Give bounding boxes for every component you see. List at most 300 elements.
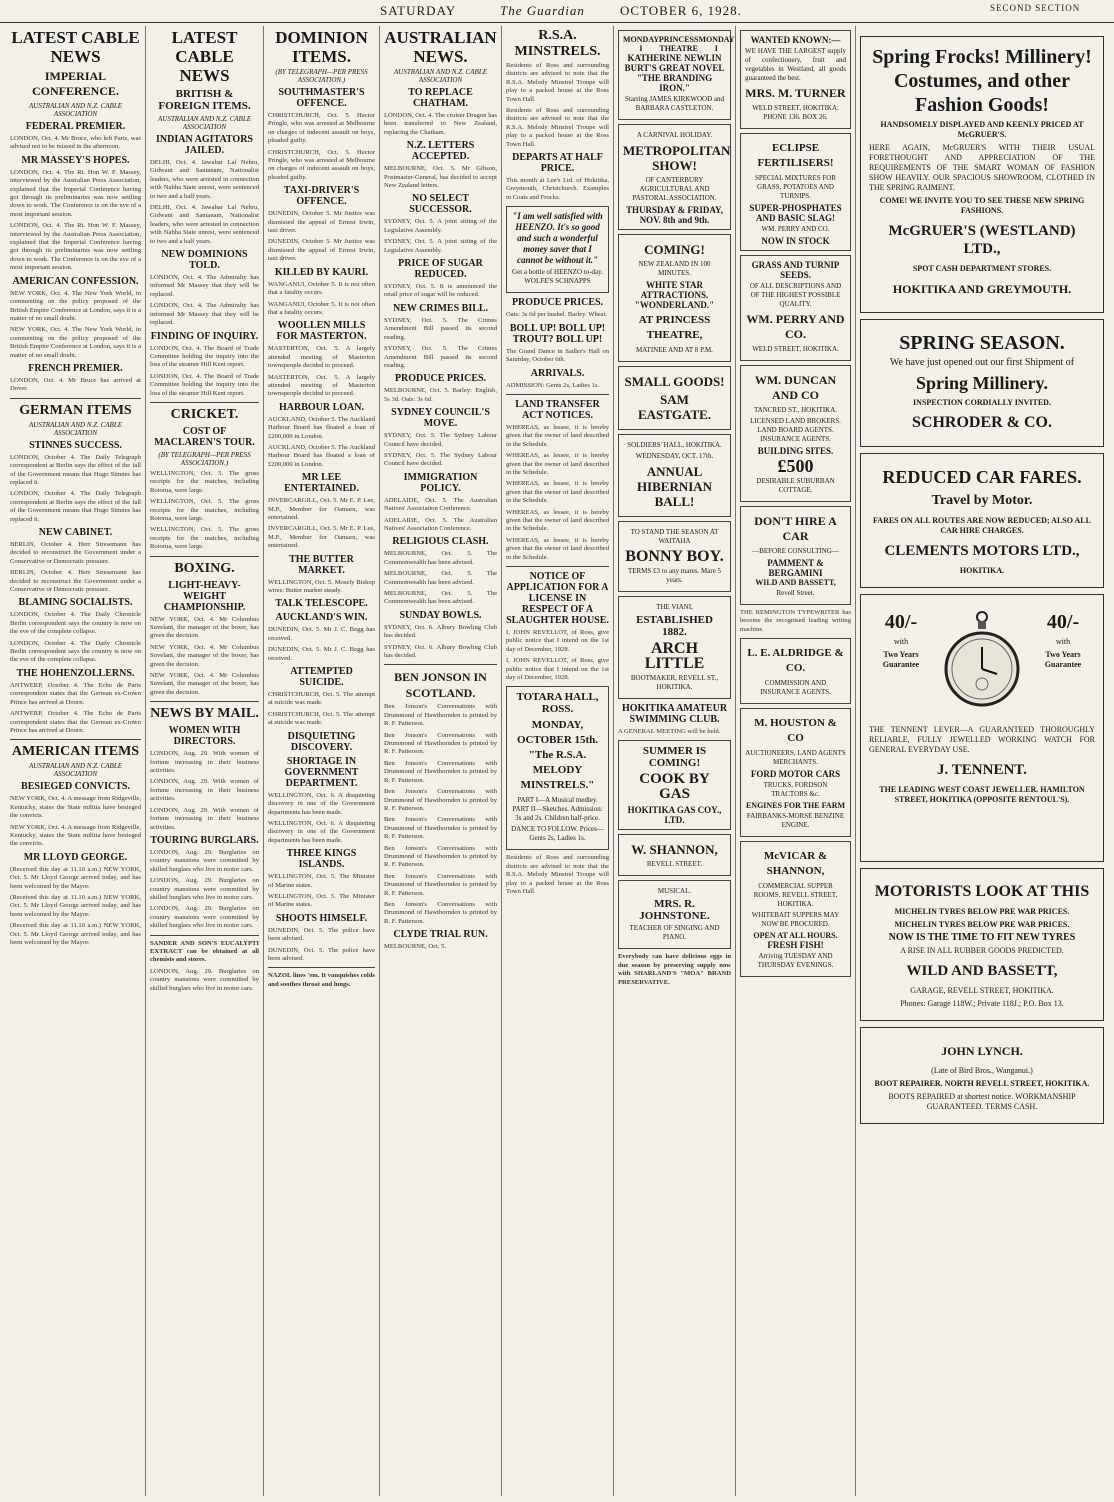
- theatre-day-left: MONDAY I: [623, 35, 660, 53]
- article-body: AUCKLAND, October 5. The Auckland Harbour Board has floated a loan of £200,000 in London.: [268, 443, 375, 468]
- mcgruer-sub: SPOT CASH DEPARTMENT STORES.: [912, 264, 1052, 273]
- with-right: with: [1055, 637, 1071, 646]
- article-body: WHEREAS, as lessee, it is hereby given that the owner of land described in the Schedule.: [506, 536, 609, 561]
- eclipse-sub: SPECIAL MIXTURES FOR GRASS, POTATOES AND TURNIPS.: [754, 174, 837, 200]
- whitebait-suppers: WHITEBAIT SUPPERS MAY NOW BE PROCURED.: [751, 911, 840, 929]
- shannon-advertisement: [618, 834, 731, 876]
- article-heading: SYDNEY COUNCIL'S MOVE.: [391, 407, 490, 430]
- heenzo-quote: "I am well satisfied with HEENZO. It's so good and such a wonderful money saver that I cannot be without it.": [512, 211, 603, 266]
- article-body: NEW YORK, Oct. 4. A message from Ridgeville, Kentucky, states the State militia have besieged the convicts.: [10, 795, 141, 820]
- schroder-advertisement: [860, 319, 1104, 447]
- article-heading: COST OF MACLAREN'S TOUR.: [154, 425, 255, 448]
- article-body: SYDNEY, Oct. 6. Albury Bowling Club has decided.: [384, 643, 497, 660]
- article-body: LONDON, Oct. 4. The Admiralty has informed Mr Massey that they will be replaced.: [150, 274, 259, 298]
- column-title: LATEST CABLE NEWS: [11, 28, 140, 66]
- article-body: Residents of Ross and surrounding districts are advised to note that the R.S.A. Melody Minstrel Troupe will play to a packed house at the Ross Town Hall.: [506, 107, 609, 148]
- heenzo-footer: Get a bottle of HEENZO to-day. WOLFE'S SCHNAPPS: [512, 268, 603, 286]
- credit: (BY TELEGRAPH—PER PRESS ASSOCIATION.): [158, 450, 251, 467]
- metro-dates: THURSDAY & FRIDAY, NOV. 8th and 9th.: [626, 205, 723, 225]
- article-body: ADELAIDE, Oct. 5. The Australian Natives' Association Conference.: [384, 496, 497, 513]
- grass-sub: OF ALL DESCRIPTIONS AND OF THE HIGHEST POSSIBLE QUALITY.: [749, 282, 842, 308]
- article-body: LONDON, Aug. 29. Burglaries on country mansions were committed by skilled burglars who live in motor cars.: [150, 967, 259, 992]
- wb-sub: GARAGE, REVELL STREET, HOKITIKA.: [910, 986, 1054, 995]
- column-british-foreign: [146, 26, 264, 1496]
- article-body: DELHI, Oct. 4. Jawahar Lal Nehru, Gidwani and Santanam, Nationalist leaders, who were arrested in connection with Nabha State unrest, were sentenced to two and a half years.: [150, 204, 259, 245]
- aldridge-sub: COMMISSION AND INSURANCE AGENTS.: [760, 679, 831, 697]
- article-body: (Received this day at 11.10 a.m.) NEW YORK, Oct. 5. Mr Lloyd George arrived today, and has been welcomed by the Mayor.: [10, 922, 141, 946]
- tennent-advertisement: [860, 594, 1104, 862]
- article-body: WELLINGTON, Oct. 5. The gross receipts for the matches, including Rotorua, were large.: [150, 526, 259, 551]
- masthead-day: SATURDAY: [380, 3, 457, 18]
- article-heading: LAND TRANSFER ACT NOTICES.: [515, 398, 600, 421]
- wild-bassett-advertisement: [860, 868, 1104, 1021]
- open-hours: OPEN AT ALL HOURS.: [753, 931, 838, 941]
- frocks-text: HERE AGAIN, McGRUER'S WITH THEIR USUAL FORETHOUGHT AND APPRECIATION OF THE REQUIREMENTS OF THE SMART WOMAN OF FASHION SHOW HEAVILY. OUR SPACIOUS SHOWROOM, CLOTHED IN THE SPRING RAIMENT.: [869, 143, 1095, 192]
- article-body: DUNEDIN, October 5. Mr Justice was dismissed the appeal of Ernest Irwin, taxi driver.: [268, 210, 375, 235]
- frocks-sub: HANDSOMELY DISPLAYED AND KEENLY PRICED AT McGRUER'S.: [880, 120, 1084, 139]
- article-body: Ben Jonson's Conversations with Drummond of Hawthornden is printed by R. F. Patterson.: [384, 759, 497, 784]
- mcvicar-advertisement: [740, 841, 851, 977]
- article-body: ANTWERP, October 4. The Echo de Paris correspondent states that the German ex-Crown Prince has arrived at Doorn.: [10, 710, 141, 734]
- tennent-name: J. TENNENT.: [937, 762, 1027, 778]
- princess-theatre-advertisement: [618, 30, 735, 120]
- article-body: WELLINGTON, Oct. 5. The Minister of Marine states.: [268, 892, 375, 909]
- coming-title: COMING!: [644, 242, 705, 257]
- article-body: I, JOHN REVELLOT, of Ross, give public notice that I intend on the 1st day of December, 1928.: [506, 657, 609, 682]
- ball-date: WEDNESDAY, OCT. 17th.: [635, 452, 714, 460]
- schroder-name: SCHRODER & CO.: [911, 414, 1052, 431]
- article-body: NEW YORK, Oct. 4. Mr Columbus Suvelant, the manager of the boxer, has given the decision.: [150, 643, 259, 668]
- article-body: LONDON, October 4. The Daily Chronicle Berlin correspondent says the country is now on the eve of the complete collapse.: [10, 611, 141, 636]
- column-entertainment-ads: [614, 26, 736, 1496]
- article-heading: KILLED BY KAURI.: [274, 266, 369, 278]
- with-left: with: [893, 637, 909, 646]
- swimming-club-body: A GENERAL MEETING will be held.: [618, 728, 721, 735]
- houston-title: M. HOUSTON & CO: [754, 717, 837, 745]
- lynch-name: JOHN LYNCH.: [941, 1044, 1023, 1058]
- article-body: CHRISTCHURCH, Oct. 5. The attempt at suicide was made.: [268, 691, 375, 707]
- column-local-ads: [736, 26, 856, 1496]
- article-body: CHRISTCHURCH, Oct. 5. The attempt at suicide was made.: [268, 710, 375, 727]
- ball-title: ANNUAL HIBERNIAN BALL!: [636, 464, 713, 509]
- article-body: ADELAIDE, Oct. 5. The Australian Natives' Association Conference.: [384, 516, 497, 532]
- boots-text: BOOTS REPAIRED at shortest notice. WORKMANSHIP GUARANTEED. TERMS CASH.: [888, 1092, 1076, 1111]
- perry-advertisement: [740, 255, 851, 361]
- eclipse-title: ECLIPSE FERTILISERS!: [757, 142, 834, 169]
- clements-name: CLEMENTS MOTORS LTD.,: [884, 543, 1080, 559]
- article-body: SYDNEY, Oct. 5. The Crimes Amendment Bill passed its second reading.: [384, 345, 497, 369]
- price-left: 40/-: [884, 611, 918, 633]
- article-body: SYDNEY, Oct. 5. It is announced the retail price of sugar will be reduced.: [384, 283, 497, 299]
- wonderland: WHITE STAR ATTRACTIONS. "WONDERLAND.": [634, 280, 715, 310]
- article-heading: WOMEN WITH DIRECTORS.: [168, 725, 241, 748]
- holiday-heading: A CARNIVAL HOLIDAY.: [636, 131, 713, 139]
- article-body: I, JOHN REVELLOT, of Ross, give public notice that I intend on the 1st day of December, 1928.: [506, 629, 609, 653]
- article-body: NEW YORK, Oct. 4. Mr Columbus Suvelant, the manager of the boxer, has given the decision.: [150, 615, 259, 640]
- article-body: WELLINGTON, Oct. 5. The gross receipts for the matches, including Rotorua, were large.: [150, 469, 259, 494]
- column-cable-news: [6, 26, 146, 1496]
- princess-time: MATINEE AND AT 8 P.M.: [636, 346, 713, 354]
- article-heading: FEDERAL PREMIER.: [25, 121, 126, 132]
- article-body: MELBOURNE, Oct. 5. The Commonwealth has been advised.: [384, 590, 497, 606]
- johnstone-sub: TEACHER OF SINGING AND PIANO.: [629, 924, 720, 942]
- princess-theatre: AT PRINCESS THEATRE,: [638, 314, 711, 341]
- clements-advertisement: [860, 453, 1104, 588]
- arch-little-title: ARCH LITTLE: [644, 640, 705, 672]
- article-body: NEW YORK, Oct. 4. A message from Ridgeville, Kentucky, states the State militia have besieged the convicts.: [10, 823, 141, 848]
- houston-advertisement: [740, 708, 851, 837]
- article-body: Ben Jonson's Conversations with Drummond of Hawthornden is printed by R. F. Patterson.: [384, 703, 497, 728]
- article-heading: SUNDAY BOWLS.: [399, 609, 482, 621]
- article-heading: TOURING BURGLARS.: [150, 834, 259, 846]
- column-title: R.S.A. MINSTRELS.: [514, 28, 601, 59]
- article-body: Ben Jonson's Conversations with Drummond of Hawthornden is printed by R. F. Patterson.: [384, 816, 497, 841]
- michelin-line-2: MICHELIN TYRES BELOW PRE WAR PRICES.: [894, 920, 1070, 929]
- watch-text: THE TENNENT LEVER—A GUARANTEED THOROUGHLY RELIABLE, FULLY JEWELLED WORKING WATCH FOR GENERAL EVERYDAY USE.: [869, 725, 1095, 754]
- article-body: Ben Jonson's Conversations with Drummond of Hawthornden is printed by R. F. Patterson.: [384, 788, 497, 812]
- travel-by-motor: Travel by Motor.: [931, 493, 1033, 508]
- article-heading: STINNES SUCCESS.: [29, 439, 122, 451]
- article-body: LONDON, Aug. 29. With women of fortune increasing in their business activities.: [150, 778, 259, 803]
- article-body: (Received this day at 11.10 a.m.) NEW YORK, Oct. 5. Mr Lloyd George arrived today, and has been welcomed by the Mayor.: [10, 893, 141, 918]
- fares-text: FARES ON ALL ROUTES ARE NOW REDUCED; ALSO ALL CAR HIRE CHARGES.: [873, 516, 1091, 535]
- article-heading: AMERICAN CONFESSION.: [12, 275, 139, 287]
- gas-advertisement: [618, 740, 731, 830]
- totara-dance: DANCE TO FOLLOW. Prices—Gents 2s, Ladies 1s.: [511, 825, 604, 843]
- waitaha: TO STAND THE SEASON AT WAITAHA: [630, 528, 719, 545]
- article-body: The Grand Dance in Sadler's Hall on Saturday, October 6th.: [506, 347, 609, 364]
- article-heading: CLYDE TRIAL RUN.: [393, 929, 488, 941]
- article-heading: DEPARTS AT HALF PRICE.: [512, 152, 603, 175]
- article-heading: THE BUTTER MARKET.: [289, 553, 354, 576]
- lynch-text: BOOT REPAIRER. NORTH REVELL STREET, HOKITIKA.: [874, 1079, 1090, 1088]
- film-cast: Starring JAMES KIRKWOOD and BARBARA CASTLETON.: [625, 95, 724, 112]
- credit: AUSTRALIAN AND N.Z. CABLE ASSOCIATION: [157, 115, 252, 131]
- article-body: LONDON, Aug. 29. Burglaries on country mansions were committed by skilled burglars who live in motor cars.: [150, 905, 259, 930]
- article-body: SYDNEY, Oct. 5. The Crimes Amendment Bill passed its second reading.: [384, 316, 497, 341]
- houston-sub: AUCTIONEERS, LAND AGENTS MERCHANTS.: [745, 749, 846, 767]
- small-goods-title: SMALL GOODS!: [624, 374, 725, 389]
- metro-sub: OF CANTERBURY AGRICULTURAL AND PASTORAL ASSOCIATION.: [632, 176, 717, 202]
- column-display-ads: [856, 26, 1108, 1496]
- sam-eastgate: SAM EASTGATE.: [637, 392, 712, 422]
- article-body: INVERCARGILL, Oct. 5. Mr E. P. Lee, M.P., Member for Oamaru, was entertained.: [268, 497, 375, 521]
- shannon-sub: REVELL STREET.: [646, 860, 703, 869]
- article-body: DUNEDIN, Oct. 5. The police have been advised.: [268, 926, 375, 943]
- article-body: BERLIN, October 4. Herr Stresemann has decided to reconstruct the Government under a Conservative or Democratic pressure.: [10, 541, 141, 565]
- small-goods-advertisement: [618, 366, 731, 430]
- duncan-advertisement: [740, 365, 851, 502]
- article-heading: IMMIGRATION POLICY.: [403, 471, 478, 494]
- article-body: CHRISTCHURCH, Oct. 5. Hector Pringle, who was arrested at Melbourne on charges of indecent assault on boys, pleaded guilty.: [268, 112, 375, 145]
- section-heading: IMPERIAL CONFERENCE.: [31, 69, 119, 98]
- theatre-day-right: MONDAY I: [698, 35, 735, 53]
- column-title: AUSTRALIAN NEWS.: [384, 28, 497, 66]
- engines: ENGINES FOR THE FARM: [745, 801, 846, 811]
- column-dominion-items: [264, 26, 380, 1496]
- article-heading: BOLL UP! BOLL UP! TROUT? BOLL UP!: [509, 322, 606, 345]
- article-body: MELBOURNE, Oct. 5. Mr Gibson, Postmaster-General, has decided to accept New Zealand letters.: [384, 165, 497, 190]
- fresh-fish-sub: Arriving TUESDAY AND THURSDAY EVENINGS.: [757, 952, 834, 970]
- article-heading: TAXI-DRIVER'S OFFENCE.: [283, 185, 360, 208]
- mcgruers-advertisement: [860, 36, 1104, 313]
- article-body: BERLIN, October 4. Herr Stresemann has decided to reconstruct the Government under a Conservative or Democratic pressure.: [10, 569, 141, 594]
- ford-title: FORD MOTOR CARS: [750, 769, 841, 780]
- mcgruer-location: HOKITIKA AND GREYMOUTH.: [892, 282, 1072, 296]
- shannon-title: W. SHANNON,: [631, 842, 718, 858]
- article-heading: PRODUCE PRICES.: [511, 297, 604, 309]
- article-body: NEW YORK, Oct. 4. The New York World, in commenting on the policy proposed of the British Empire Conference at London, says it is a matter of no small doubt.: [10, 289, 141, 322]
- section-heading: BRITISH & FOREIGN ITEMS.: [158, 88, 251, 112]
- article-body: LONDON, Aug. 29. With women of fortune increasing in their business activities.: [150, 806, 259, 831]
- article-body: LONDON, Aug. 29. Burglaries on country mansions were committed by skilled burglars who live in motor cars.: [150, 877, 259, 901]
- viani: THE VIANI,: [656, 603, 693, 611]
- article-body: AUCKLAND, October 5. The Auckland Harbour Board has floated a loan of £200,000 in London.: [268, 415, 375, 440]
- masthead-section: SECOND SECTION: [990, 3, 1081, 13]
- article-heading: NEW DOMINIONS TOLD.: [161, 249, 248, 272]
- cottage: DESIRABLE SUBURBAN COTTAGE.: [756, 477, 835, 494]
- article-body: LONDON, Oct. 4. The Board of Trade Committee holding the inquiry into the loss of the steamer Hill Kent report.: [150, 344, 259, 369]
- article-heading: N.Z. LETTERS ACCEPTED.: [406, 140, 475, 163]
- article-heading: NOTICE OF APPLICATION FOR A LICENSE IN RESPECT OF A SLAUGHTER HOUSE.: [506, 571, 609, 626]
- article-heading: FRENCH PREMIER.: [28, 362, 123, 374]
- article-body: WANGANUI, October 5. It is not often that a fatality occurs.: [268, 300, 375, 316]
- section-heading: GERMAN ITEMS: [19, 402, 132, 418]
- article-body: Ben Jonson's Conversations with Drummond of Hawthornden is printed by R. F. Patterson.: [384, 844, 497, 869]
- pamment-title: PAMMENT & BERGAMINI: [767, 558, 824, 578]
- article-body: WHEREAS, as lessee, it is hereby given that the owner of land described in the Schedule.: [506, 480, 609, 505]
- article-body: LONDON, Oct. 4. The Board of Trade Committee holding the inquiry into the loss of the steamer Hill Kent report.: [150, 372, 259, 397]
- article-heading: HARBOUR LOAN.: [278, 401, 364, 413]
- article-body: WELLINGTON, Oct. 5. Mosely Bishop wires: Butter market steady.: [268, 578, 375, 595]
- typewriter-text: THE REMINGTON TYPEWRITER has become the recognised leading writing machine.: [740, 609, 851, 633]
- article-body: ANTWERP, October 4. The Echo de Paris correspondent states that the German ex-Crown Prince has arrived at Doorn.: [10, 681, 141, 706]
- mcvicar-sub: COMMERCIAL SUPPER ROOMS. REVELL STREET, HOKITIKA.: [753, 882, 838, 909]
- article-heading: LIGHT-HEAVY-WEIGHT CHAMPIONSHIP.: [163, 579, 246, 613]
- totara-hall-advertisement: [506, 686, 609, 850]
- motorists-headline: MOTORISTS LOOK AT THIS: [874, 883, 1090, 900]
- clements-location: HOKITIKA.: [959, 566, 1005, 575]
- reduced-fares: REDUCED CAR FARES.: [882, 467, 1082, 487]
- totara-show: MONDAY, OCTOBER 15th. "The R.S.A. MELODY MINSTRELS.": [516, 719, 599, 792]
- michelin-line-1: MICHELIN TYRES BELOW PRE WAR PRICES.: [894, 907, 1070, 916]
- column-title: DOMINION ITEMS.: [275, 28, 368, 66]
- article-body: WANGANUI, October 5. It is not often that a fatality occurs.: [268, 280, 375, 297]
- article-body: NEW YORK, Oct. 4. Mr Columbus Suvelant, the manager of the boxer, has given the decision.: [150, 672, 259, 696]
- article-heading: PRODUCE PRICES.: [394, 373, 487, 385]
- lynch-advertisement: [860, 1027, 1104, 1124]
- soldiers-hall: SOLDIERS' HALL, HOKITIKA.: [627, 441, 722, 449]
- article-body: MELBOURNE, Oct. 5. The Commonwealth has been advised.: [384, 550, 497, 566]
- wb-phone: Phones: Garage 118W.; Private 118J.; P.O. Box 13.: [900, 999, 1064, 1008]
- coming-sub: NEW ZEALAND IN 100 MINUTES.: [638, 260, 711, 277]
- article-body: LONDON, Oct. 4. The Rt. Hon W. F. Massey, interviewed by the Australian Press Association, explained that the Imperial Conference having got through its preliminaries was now settling down to work. The Conference is on the eve of a most important session.: [10, 168, 141, 218]
- masthead: [0, 0, 1114, 23]
- mcvicar-title: McVICAR & SHANNON,: [763, 850, 828, 878]
- article-body: This month at Lee's Ltd. of Hokitika, Greymouth, Christchurch. Examples in Coats and Frocks.: [506, 177, 609, 201]
- section-heading: AMERICAN ITEMS: [11, 744, 140, 760]
- now-in-stock: NOW IN STOCK: [761, 236, 830, 246]
- article-body: DUNEDIN, October 5. Mr Justice was dismissed the appeal of Ernest Irwin, taxi driver.: [268, 238, 375, 263]
- wb-name: WILD AND BASSETT,: [906, 963, 1058, 979]
- article-body: LONDON, Aug. 29. With women of fortune increasing in their business activities.: [150, 750, 259, 775]
- price-500: £500: [777, 456, 814, 476]
- turner-title: MRS. M. TURNER: [745, 86, 846, 100]
- arch-little-sub: BOOTMAKER, REVELL ST., HOKITIKA.: [630, 674, 719, 691]
- article-body: LONDON, Aug. 29. Burglaries on country mansions were committed by skilled burglars who live in motor cars.: [150, 848, 259, 873]
- eclipse-advertisement: [740, 133, 851, 251]
- article-body: SYDNEY, Oct. 5. The Sydney Labour Council have decided.: [384, 432, 497, 448]
- article-body: WELLINGTON, Oct. 6. A disquieting discovery in one of the Government departments has been made.: [268, 791, 375, 816]
- article-body: MELBOURNE, Oct. 5. Barley: English, 5s 3d. Oats: 3s 6d.: [384, 387, 497, 403]
- article-heading: MR MASSEY'S HOPES.: [21, 154, 130, 166]
- article-body: LONDON, Oct. 4. Mr Bruce, who left Paris, was advised not to be missed in the afternoon.: [10, 135, 141, 151]
- aldridge-title: L. E. ALDRIDGE & CO.: [747, 647, 844, 675]
- article-heading: THE HOHENZOLLERNS.: [16, 667, 135, 679]
- credit: AUSTRALIAN AND N.Z. CABLE ASSOCIATION: [28, 420, 123, 437]
- article-body: WHEREAS, as lessee, it is hereby given that the owner of land described in the Schedule.: [506, 423, 609, 448]
- credit: AUSTRALIAN AND N.Z. CABLE ASSOCIATION: [28, 762, 123, 779]
- perry-title: WM. PERRY AND CO.: [746, 312, 845, 341]
- section-heading: NEWS BY MAIL.: [150, 706, 259, 722]
- article-heading: AUCKLAND'S WIN.: [275, 612, 368, 624]
- article-heading: DISQUIETING DISCOVERY.: [287, 730, 356, 753]
- article-body: WHEREAS, as lessee, it is hereby given that the owner of land described in the Schedule.: [506, 452, 609, 476]
- moa-advertisement: Everybody can have delicious eggs in due season by preserving supply now with SHARLAND'S "MOA" BRAND PRESERVATIVE.: [618, 953, 731, 986]
- article-body: INVERCARGILL, Oct. 5. Mr E. P. Lee, M.P., Member for Oamaru, was entertained.: [268, 525, 375, 550]
- article-heading: NEW CABINET.: [38, 527, 113, 538]
- article-body: SYDNEY, Oct. 6. Albury Bowling Club has decided.: [384, 623, 497, 640]
- section-heading: BOXING.: [174, 560, 235, 576]
- article-heading: BLAMING SOCIALISTS.: [18, 597, 133, 609]
- grass-title: GRASS AND TURNIP SEEDS.: [751, 260, 840, 280]
- article-heading: SOUTHMASTER'S OFFENCE.: [278, 87, 365, 109]
- fairbanks: FAIRBANKS-MORSE BENZINE ENGINE.: [746, 812, 845, 830]
- advertisement: SANDER AND SON'S EUCALYPTI EXTRACT can be obtained at all chemists and stores.: [150, 939, 259, 964]
- article-body: LONDON, Oct. 4. The Admiralty has informed Mr Massey that they will be replaced.: [150, 302, 259, 327]
- advertisement: NAZOL lines 'em. It vanquishes colds and soothes throat and lungs.: [268, 972, 375, 988]
- article-body: NEW YORK, Oct. 4. The New York World, in commenting on the policy proposed of the British Empire Conference at London, says it is a matter of no small doubt.: [10, 326, 141, 359]
- article-body: SYDNEY, Oct. 5. The Sydney Labour Council have decided.: [384, 451, 497, 468]
- section-heading: BEN JONSON IN SCOTLAND.: [394, 670, 487, 701]
- article-body: SYDNEY, Oct. 5. A joint sitting of the Legislative Assembly.: [384, 218, 497, 234]
- article-heading: FINDING OF INQUIRY.: [150, 330, 259, 342]
- article-body: WELLINGTON, Oct. 5. The gross receipts for the matches, including Rotorua, were large.: [150, 498, 259, 522]
- article-body: Ben Jonson's Conversations with Drummond of Hawthornden is printed by R. F. Patterson.: [384, 731, 497, 756]
- turner-sub: WELD STREET, HOKITIKA. PHONE 136. BOX 26.: [752, 104, 839, 121]
- credit: AUSTRALIAN AND N.Z. CABLE ASSOCIATION: [393, 68, 488, 84]
- article-body: MELBOURNE, Oct. 5.: [384, 943, 447, 951]
- perry-small: WM. PERRY AND CO.: [761, 225, 830, 233]
- mcgruer-name: McGRUER'S (WESTLAND) LTD.,: [888, 223, 1076, 257]
- article-heading: SHOOTS HIMSELF.: [275, 912, 368, 924]
- spring-millinery: Spring Millinery.: [915, 373, 1048, 393]
- established: ESTABLISHED 1882.: [636, 614, 713, 638]
- metropolitan-show-advertisement: [618, 124, 731, 230]
- johnstone-title: MRS. R. JOHNSTONE.: [639, 898, 710, 923]
- article-body: Ben Jonson's Conversations with Drummond of Hawthornden is printed by R. F. Patterson.: [384, 872, 497, 897]
- article-heading: NO SELECT SUCCESSOR.: [409, 193, 472, 216]
- article-heading: SHORTAGE IN GOVERNMENT DEPARTMENT.: [284, 755, 359, 789]
- pamment-advertisement: [740, 506, 851, 605]
- article-body: LONDON, Oct. 4. The cruiser Dragon has been transferred to New Zealand, replacing the Chatham.: [384, 112, 497, 136]
- dont-hire-title: DON'T HIRE A CAR: [754, 514, 837, 543]
- article-body: DUNEDIN, Oct. 5. The police have been advised.: [268, 946, 375, 962]
- article-body: Oats: 3s 6d per bushel. Barley. Wheat.: [506, 311, 608, 319]
- heenzo-advertisement: [506, 206, 609, 293]
- article-body: WHEREAS, as lessee, it is hereby given that the owner of land described in the Schedule.: [506, 508, 609, 533]
- summer: SUMMER IS COMING!: [642, 745, 707, 770]
- article-body: ADMISSION: Gents 2s, Ladies 1s.: [506, 381, 600, 389]
- article-heading: ARRIVALS.: [530, 367, 585, 379]
- lynch-sub: (Late of Bird Bros., Wanganui.): [931, 1066, 1033, 1075]
- article-heading: NEW CRIMES BILL.: [392, 302, 489, 314]
- article-body: MASTERTON, Oct. 5. A largely attended meeting of Masterton townspeople decided to proceed.: [268, 373, 375, 398]
- article-body: Ben Jonson's Conversations with Drummond of Hawthornden is printed by R. F. Patterson.: [384, 900, 497, 925]
- bonny-boy-title: BONNY BOY.: [625, 548, 724, 565]
- wild-bassett: WILD AND BASSETT,: [755, 578, 836, 587]
- masthead-paper: The Guardian: [500, 3, 585, 18]
- article-heading: ATTEMPTED SUICIDE.: [290, 666, 353, 689]
- fresh-fish: FRESH FISH!: [767, 940, 824, 951]
- hibernian-ball-advertisement: [618, 434, 731, 517]
- section-heading: CRICKET.: [170, 406, 239, 422]
- rise-predicted: A RISE IN ALL RUBBER GOODS PREDICTED.: [900, 946, 1064, 955]
- johnstone-advertisement: [618, 880, 731, 949]
- musical: MUSICAL.: [657, 887, 692, 896]
- bonny-terms: TERMS £3 to any mares. Mare 5 years.: [627, 567, 722, 584]
- wild-bassett-sub: Revell Street.: [776, 589, 815, 597]
- article-body: (Received this day at 11.10 a.m.) NEW YORK, Oct. 5. Mr Lloyd George arrived today, and has been welcomed by the Mayor.: [10, 865, 141, 890]
- swimming-club-heading: HOKITIKA AMATEUR SWIMMING CLUB.: [621, 703, 728, 725]
- article-body: Residents of Ross and surrounding districts are advised to note that the R.S.A. Melody Minstrel Troupe will play to a packed house at the Ross Town Hall.: [506, 62, 609, 103]
- perry-sub: WELD STREET, HOKITIKA.: [752, 345, 839, 353]
- article-heading: TO REPLACE CHATHAM.: [408, 87, 473, 109]
- article-heading: RELIGIOUS CLASH.: [392, 536, 489, 548]
- credit: (BY TELEGRAPH—PER PRESS ASSOCIATION.): [275, 68, 368, 84]
- price-right: 40/-: [1046, 611, 1080, 633]
- article-body: LONDON, Oct. 4. The Rt. Hon W. F. Massey, interviewed by the Australian Press Association, explained that the Imperial Conference having got through its preliminaries was now settling down to work. The Conference is on the eve of a most important session.: [10, 222, 141, 272]
- masthead-date: OCTOBER 6, 1928.: [620, 3, 742, 18]
- column-australian-news: [380, 26, 502, 1496]
- article-heading: MR LEE ENTERTAINED.: [284, 472, 359, 495]
- article-body: DELHI, Oct. 4. Jawahar Lal Nehru, Gidwani and Santanam, Nationalist leaders, who were arrested in connection with Nabha State unrest, were sentenced to two and a half years.: [150, 159, 259, 200]
- totara-program: PART I—A Musical medley. PART II—Sketches. Admission: 3s and 2s. Children half-price.: [512, 796, 603, 823]
- article-heading: BESIEGED CONVICTS.: [21, 781, 130, 793]
- pocket-watch-icon: [937, 609, 1027, 719]
- article-heading: MR LLOYD GEORGE.: [23, 851, 128, 863]
- cook-by-gas: COOK BY GAS: [639, 771, 710, 803]
- duncan-sub: TANCRED ST., HOKITIKA.: [753, 406, 838, 414]
- article-body: LONDON, October 4. The Daily Telegraph correspondent at Berlin says the effect of the fall of the Government means that Hugo Stinnes has replaced it.: [10, 453, 141, 486]
- inspection: INSPECTION CORDIALLY INVITED.: [913, 398, 1051, 407]
- guarantee-left: Two Years Guarantee: [882, 650, 920, 669]
- article-body: CHRISTCHURCH, Oct. 5. Hector Pringle, who was arrested at Melbourne on charges of indecent assault on boys, pleaded guilty.: [268, 148, 375, 181]
- article-body: LONDON, Oct. 4. Mr Bruce has arrived at Dover.: [10, 376, 141, 393]
- article-heading: THREE KINGS ISLANDS.: [286, 848, 357, 871]
- article-heading: INDIAN AGITATORS JAILED.: [156, 134, 253, 156]
- frocks-invite: COME! WE INVITE YOU TO SEE THESE NEW SPRING FASHIONS.: [879, 196, 1085, 215]
- wanted-known: WANTED KNOWN:—: [750, 35, 841, 45]
- article-body: DUNEDIN, Oct. 5. Mr J. C. Begg has received.: [268, 626, 375, 642]
- article-heading: WOOLLEN MILLS FOR MASTERTON.: [276, 320, 367, 343]
- now-is-the-time: NOW IS THE TIME TO FIT NEW TYRES: [888, 932, 1076, 943]
- article-heading: PRICE OF SUGAR REDUCED.: [398, 258, 483, 281]
- column-title: LATEST CABLE NEWS: [171, 28, 238, 85]
- duncan-text: LICENSED LAND BROKERS. LAND BOARD AGENTS. INSURANCE AGENTS.: [750, 417, 841, 443]
- spring-sub: We have just opened out our first Shipment of: [889, 357, 1075, 368]
- article-body: MASTERTON, Oct. 5. A largely attended meeting of Masterton townspeople decided to proceed.: [268, 345, 375, 370]
